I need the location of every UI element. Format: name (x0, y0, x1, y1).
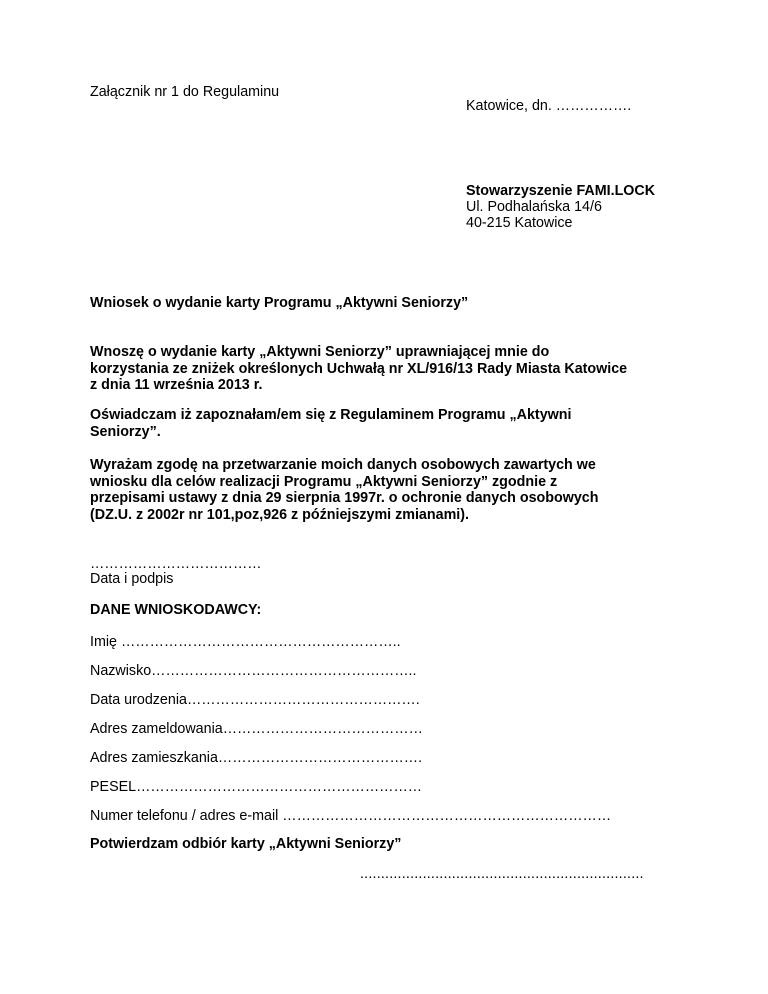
residence-address-field[interactable]: Adres zamieszkania……………………………………. (90, 750, 423, 766)
consent-paragraph (90, 457, 690, 523)
request-line: z dnia 11 września 2013 r. (90, 377, 263, 393)
declaration-line: Oświadczam iż zapoznałam/em się z Regulaminem Programu „Aktywni (90, 407, 572, 423)
request-line: korzystania ze zniżek określonych Uchwałą nr XL/916/13 Rady Miasta Katowice (90, 360, 628, 377)
declaration-paragraph (90, 407, 690, 440)
annex-label: Załącznik nr 1 do Regulaminu (90, 84, 280, 100)
consent-line: (DZ.U. z 2002r nr 101,poz,926 z późniejszymi zmianami). (90, 506, 469, 523)
consent-line: wniosku dla celów realizacji Programu „Aktywni Seniorzy” zgodnie z (90, 473, 558, 490)
document-title: Wniosek o wydanie karty Programu „Aktywni Seniorzy” (90, 295, 469, 311)
declaration-line: Seniorzy”. (90, 423, 161, 440)
request-line: Wnoszę o wydanie karty „Aktywni Seniorzy” uprawniającej mnie do (90, 344, 550, 360)
recipient-city: 40-215 Katowice (466, 215, 573, 231)
signature-label: Data i podpis (90, 571, 174, 587)
consent-line: Wyrażam zgodę na przetwarzanie moich danych osobowych zawartych we (90, 457, 596, 473)
applicant-header: DANE WNIOSKODAWCY: (90, 602, 262, 618)
request-paragraph (90, 344, 690, 394)
first-name-field[interactable]: Imię ………………………………………………….. (90, 634, 401, 650)
recipient-street: Ul. Podhalańska 14/6 (466, 199, 602, 215)
recipient-name: Stowarzyszenie FAMI.LOCK (466, 183, 656, 199)
pesel-field[interactable]: PESEL…………………………………………………… (90, 779, 423, 795)
consent-line: przepisami ustawy z dnia 29 sierpnia 1997r. o ochronie danych osobowych (90, 490, 599, 506)
receipt-confirmation: Potwierdzam odbiór karty „Aktywni Seniorzy” (90, 836, 402, 852)
signature-line[interactable]: ……………………………… (90, 556, 262, 572)
receipt-signature-line[interactable]: .................................................................... (360, 866, 644, 882)
birth-date-field[interactable]: Data urodzenia…………………………………………. (90, 692, 420, 708)
registered-address-field[interactable]: Adres zameldowania…………………………………… (90, 721, 423, 737)
last-name-field[interactable]: Nazwisko……………………………………………….. (90, 663, 417, 679)
phone-email-field[interactable]: Numer telefonu / adres e-mail …………………………………………………………… (90, 808, 612, 824)
place-date: Katowice, dn. ……………. (466, 98, 632, 114)
